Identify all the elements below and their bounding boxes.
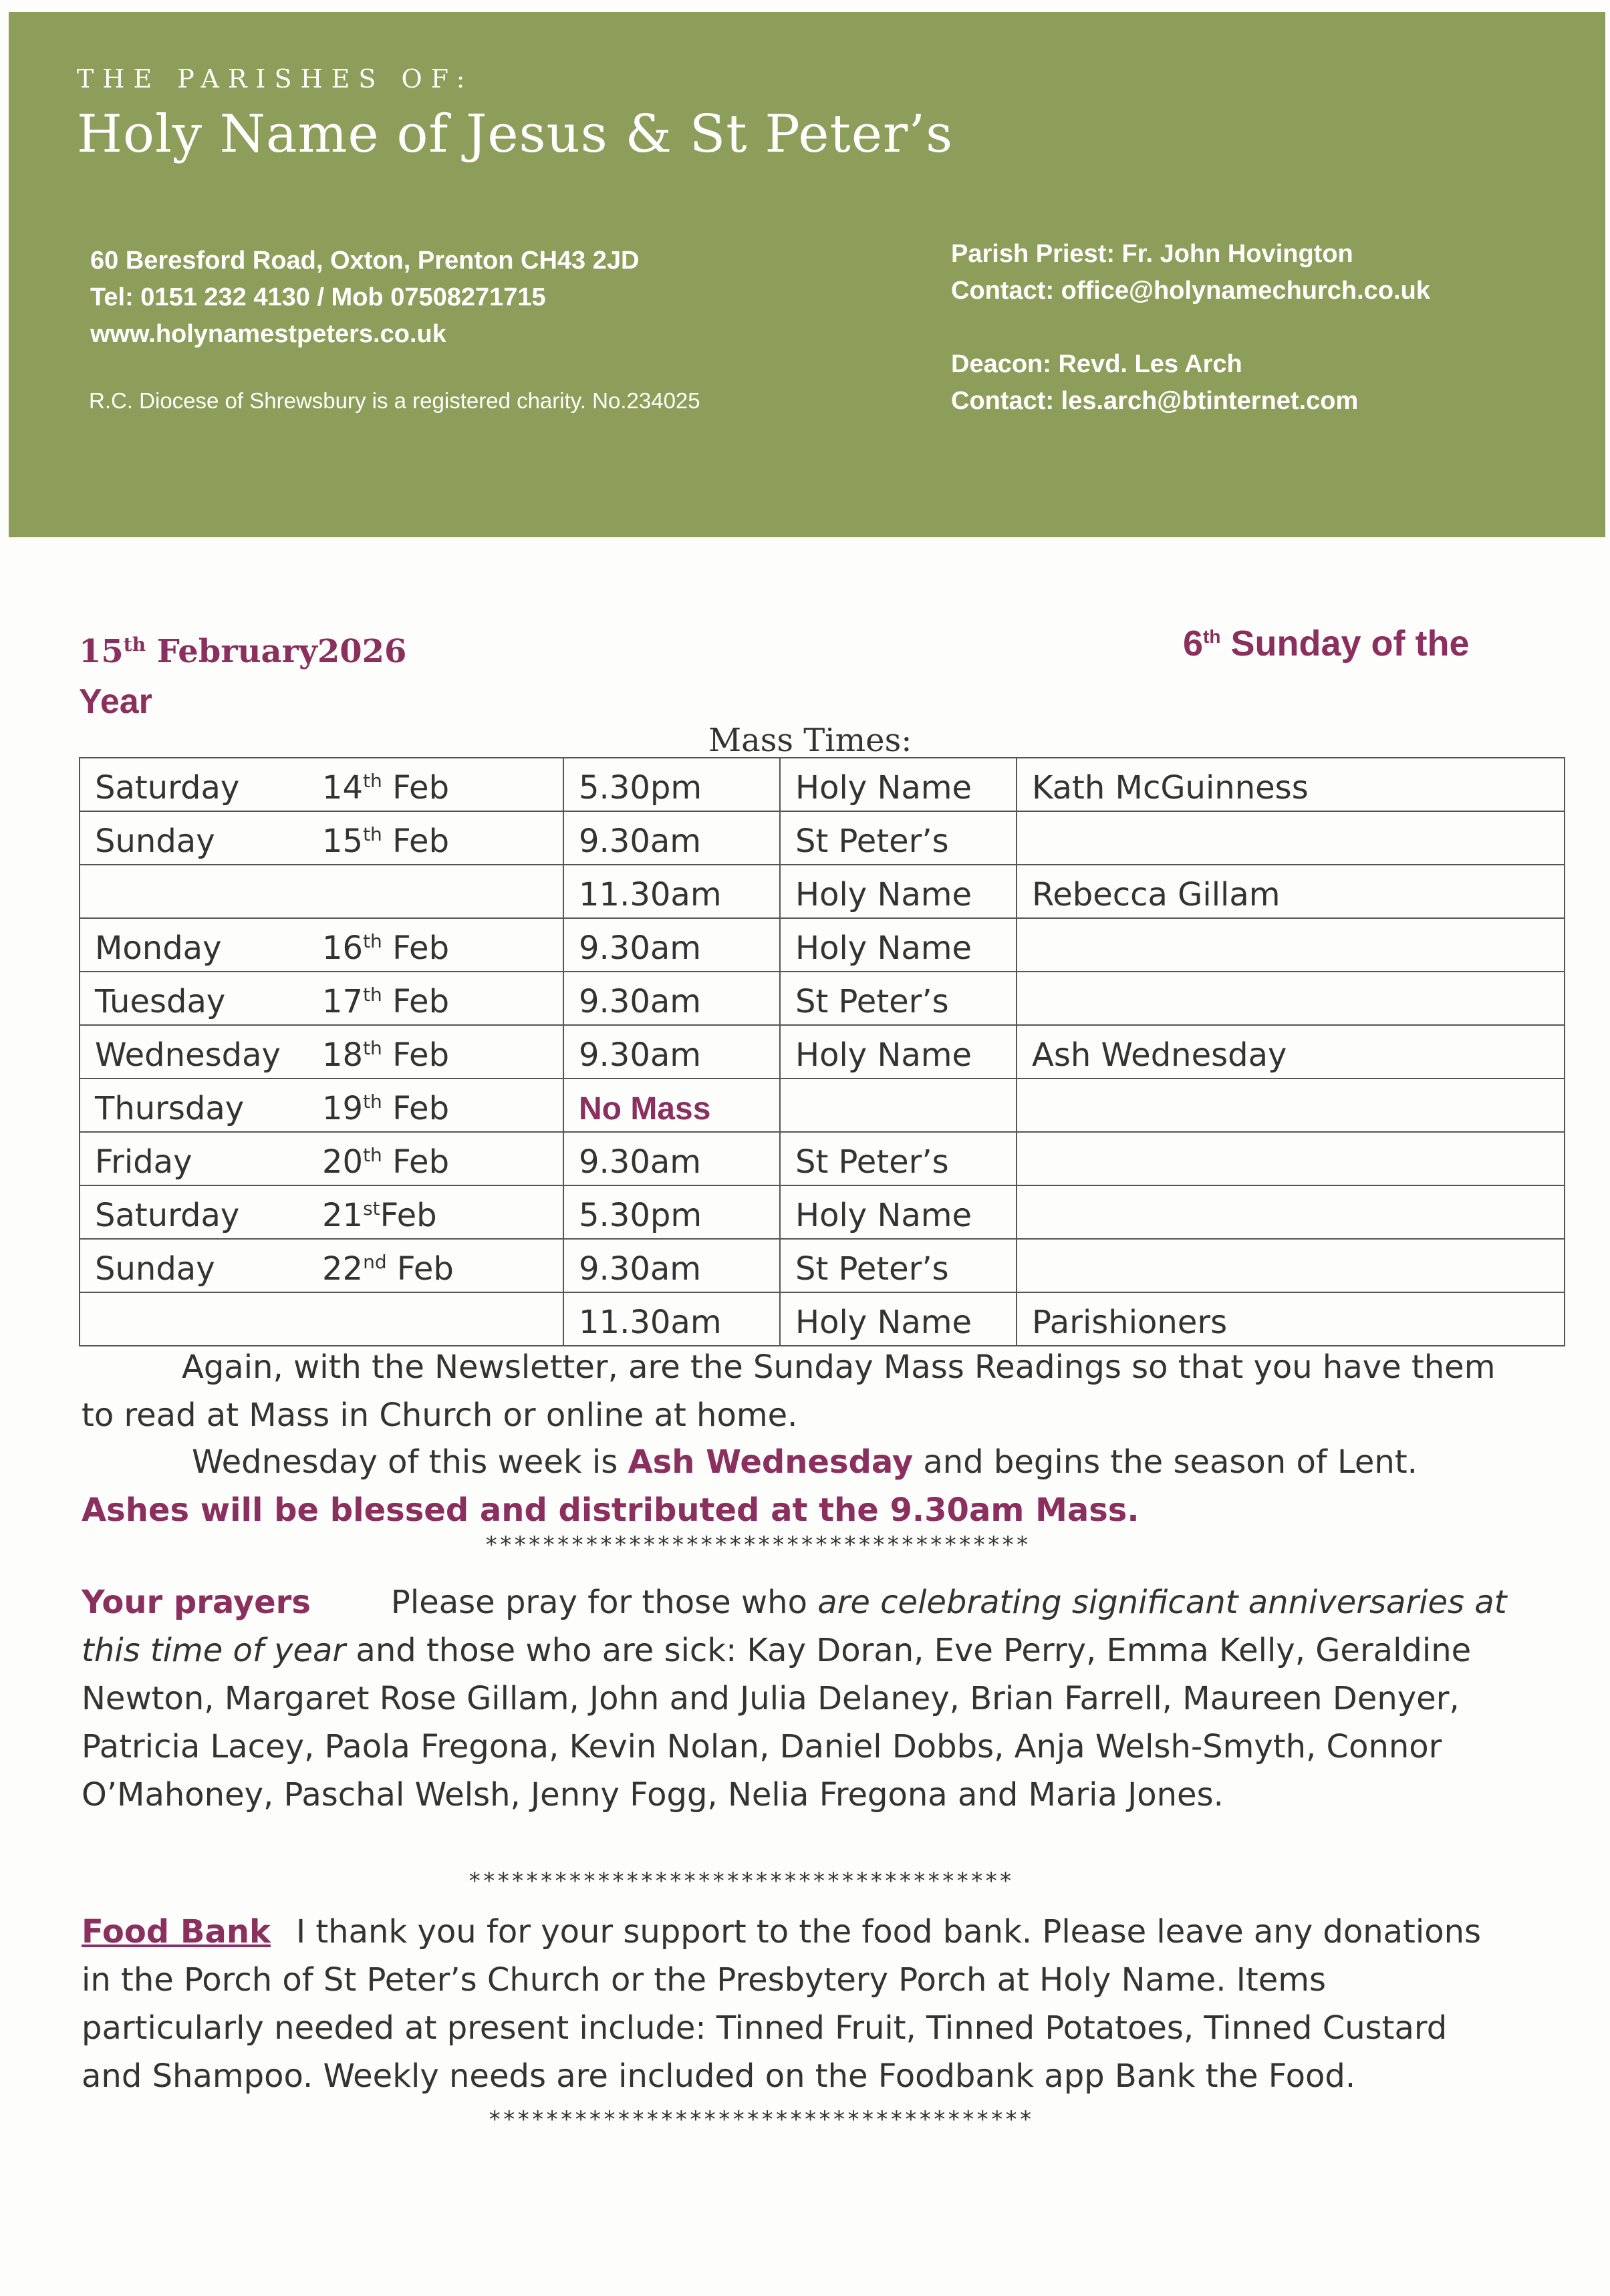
mass-date: 17th Feb — [322, 983, 450, 1020]
mass-row — [80, 918, 1565, 972]
mass-times-title: Mass Times: — [708, 722, 912, 759]
mass-intention: Parishioners — [1017, 1292, 1565, 1346]
mass-date: 15th Feb — [322, 823, 450, 860]
deacon-contact[interactable]: Contact: les.arch@btinternet.com — [951, 387, 1359, 415]
mass-date: 18th Feb — [322, 1036, 450, 1074]
mass-date: 16th Feb — [322, 929, 450, 967]
priest-contact[interactable]: Contact: office@holynamechurch.co.uk — [951, 277, 1430, 305]
mass-day: Thursday — [95, 1090, 245, 1127]
mass-intention — [1017, 1132, 1565, 1185]
parish-phone: Tel: 0151 232 4130 / Mob 07508271715 — [90, 283, 546, 311]
mass-row — [80, 1185, 1565, 1239]
prayers-paragraph: Your prayers Please pray for those who are celebrating significant anniversaries at this time of year and those who are sick: Kay Doran, Eve Perry, Emma Kelly, Geraldine Newton, Margaret Rose Gillam, John and Julia Delaney, Brian Farrell, Maureen Denyer, Patricia Lacey, Paola Fregona, Kevin Nolan, Daniel Dobbs, Anja Welsh-Smyth, Connor O’Mahoney, Paschal Welsh, Jenny Fogg, Nelia Fregona and Maria Jones. — [82, 1584, 1507, 1814]
mass-times-table — [79, 757, 1565, 1346]
foodbank-paragraph: Food Bank I thank you for your support to the food bank. Please leave any donations in the Porch of St Peter’s Church or the Presbytery Porch at Holy Name. Items particularly needed at present include: Tinned Fruit, Tinned Potatoes, Tinned Custard and Shampoo. Weekly needs are included on the Foodbank app Bank the Food. — [82, 1913, 1482, 2095]
mass-church: Holy Name — [780, 1185, 1017, 1239]
mass-date: 20th Feb — [322, 1143, 450, 1181]
separator-2: ************************************** — [468, 1868, 1013, 1894]
mass-day: Sunday — [95, 823, 215, 860]
mass-church: St Peter’s — [780, 1132, 1017, 1185]
mass-church: Holy Name — [780, 865, 1017, 918]
mass-day: Sunday — [95, 1250, 215, 1288]
parish-website[interactable]: www.holynamestpeters.co.uk — [90, 320, 446, 348]
mass-row — [80, 1025, 1565, 1079]
readings-paragraph: Again, with the Newsletter, are the Sunday Mass Readings so that you have them to read at Mass in Church or online at home. — [82, 1348, 1496, 1434]
mass-intention: Rebecca Gillam — [1017, 865, 1565, 918]
mass-day-date — [80, 758, 563, 811]
mass-intention — [1017, 918, 1565, 972]
mass-church: Holy Name — [780, 758, 1017, 811]
mass-day: Saturday — [95, 1197, 240, 1234]
mass-church: St Peter’s — [780, 972, 1017, 1025]
mass-day-date — [80, 918, 563, 972]
date-year-word: Year — [79, 682, 152, 721]
mass-church: Holy Name — [780, 918, 1017, 972]
mass-church: Holy Name — [780, 1025, 1017, 1079]
mass-row — [80, 811, 1565, 865]
liturgical-sunday: 6th Sunday of the — [1183, 623, 1470, 664]
mass-intention: Kath McGuinness — [1017, 758, 1565, 811]
mass-day-date — [80, 811, 563, 865]
mass-date: 21stFeb — [322, 1197, 437, 1234]
mass-intention — [1017, 1239, 1565, 1292]
mass-time: 9.30am — [563, 1239, 780, 1292]
parish-header-banner — [9, 12, 1605, 537]
deacon: Deacon: Revd. Les Arch — [951, 350, 1242, 378]
mass-church: St Peter’s — [780, 811, 1017, 865]
mass-church: St Peter’s — [780, 1239, 1017, 1292]
mass-day-date — [80, 1239, 563, 1292]
mass-intention — [1017, 972, 1565, 1025]
mass-time: 9.30am — [563, 1132, 780, 1185]
mass-row — [80, 1132, 1565, 1185]
mass-day-date — [80, 1025, 563, 1079]
mass-day-date — [80, 1292, 563, 1346]
separator-3: ************************************** — [488, 2106, 1033, 2133]
mass-time: 9.30am — [563, 918, 780, 972]
prayers-label: Your prayers — [82, 1584, 311, 1621]
mass-day-date — [80, 865, 563, 918]
mass-church — [780, 1079, 1017, 1132]
mass-intention: Ash Wednesday — [1017, 1025, 1565, 1079]
mass-day: Saturday — [95, 769, 240, 807]
mass-time: 5.30pm — [563, 758, 780, 811]
parish-priest: Parish Priest: Fr. John Hovington — [951, 240, 1353, 268]
mass-row — [80, 758, 1565, 811]
mass-time: 11.30am — [563, 1292, 780, 1346]
mass-day-date — [80, 1079, 563, 1132]
separator-1: ************************************** — [485, 1532, 1030, 1558]
parish-address: 60 Beresford Road, Oxton, Prenton CH43 2JD — [90, 247, 640, 275]
mass-intention — [1017, 1079, 1565, 1132]
parish-address-block — [90, 243, 639, 353]
mass-day-date — [80, 1132, 563, 1185]
header-kicker: THE PARISHES OF: — [77, 64, 474, 94]
mass-church: Holy Name — [780, 1292, 1017, 1346]
mass-date: 22nd Feb — [322, 1250, 454, 1288]
mass-day: Wednesday — [95, 1036, 281, 1074]
mass-day: Monday — [95, 929, 222, 967]
mass-row — [80, 865, 1565, 918]
mass-intention — [1017, 811, 1565, 865]
mass-row — [80, 1079, 1565, 1132]
parish-title: Holy Name of Jesus & St Peter’s — [77, 104, 954, 164]
mass-row — [80, 972, 1565, 1025]
mass-day: Tuesday — [95, 983, 226, 1020]
foodbank-label: Food Bank — [82, 1913, 271, 1951]
mass-time: 9.30am — [563, 972, 780, 1025]
mass-intention — [1017, 1185, 1565, 1239]
mass-row — [80, 1239, 1565, 1292]
mass-time: 9.30am — [563, 1025, 780, 1079]
mass-date: 14th Feb — [322, 769, 450, 807]
clergy-block — [951, 236, 1430, 420]
mass-day-date — [80, 1185, 563, 1239]
ash-wednesday-paragraph: Wednesday of this week is Ash Wednesday and begins the season of Lent. Ashes will be blessed and distributed at the 9.30am Mass. — [82, 1443, 1418, 1529]
mass-day: Friday — [95, 1143, 192, 1181]
mass-row — [80, 1292, 1565, 1346]
newsletter-date: 15th February2026 — [79, 633, 407, 670]
mass-time: No Mass — [563, 1079, 780, 1132]
mass-time: 9.30am — [563, 811, 780, 865]
mass-time: 5.30pm — [563, 1185, 780, 1239]
mass-date: 19th Feb — [322, 1090, 450, 1127]
mass-day-date — [80, 972, 563, 1025]
charity-notice: R.C. Diocese of Shrewsbury is a registered charity. No.234025 — [89, 388, 700, 413]
mass-time: 11.30am — [563, 865, 780, 918]
